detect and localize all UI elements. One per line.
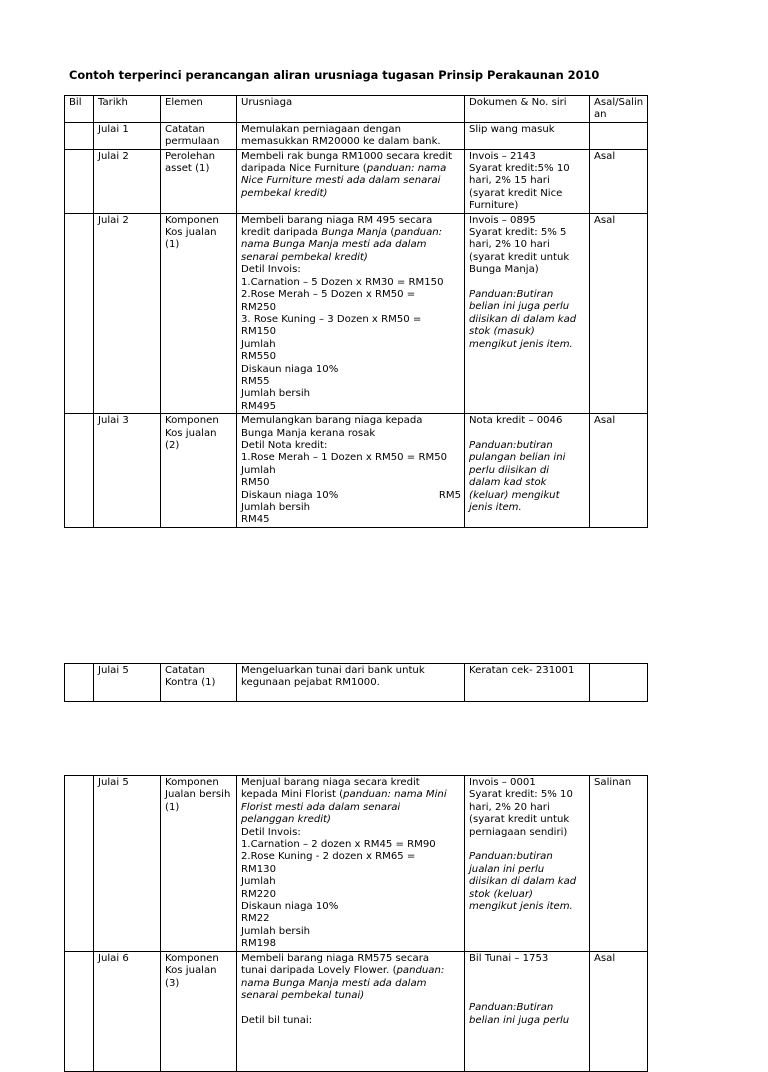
cell-asal: Asal: [590, 951, 648, 1071]
cell-tarikh: Julai 5: [94, 776, 161, 952]
header-urusniaga: Urusniaga: [237, 96, 465, 123]
cell-elemen: Catatan Kontra (1): [161, 664, 237, 702]
cell-dokumen: Invois – 0895 Syarat kredit: 5% 5 hari, 2% 10 hari (syarat kredit untuk Bunga Manja) Panduan:Butiran belian ini juga perlu diisikan di dalam kad stok (masuk) mengikut jenis item.: [465, 213, 590, 414]
cell-tarikh: Julai 5: [94, 664, 161, 702]
cell-bil: [65, 414, 94, 528]
cell-tarikh: Julai 6: [94, 951, 161, 1071]
header-asal: Asal/Salinan: [590, 96, 648, 123]
transaction-table-1: [64, 95, 648, 528]
cell-dokumen: Slip wang masuk: [465, 122, 590, 149]
cell-asal: [590, 664, 648, 702]
cell-bil: [65, 664, 94, 702]
table-row: [65, 776, 648, 952]
cell-elemen: Komponen Kos jualan (3): [161, 951, 237, 1071]
table-row: [65, 664, 648, 702]
cell-asal: Asal: [590, 149, 648, 213]
cell-asal: [590, 122, 648, 149]
cell-asal: Salinan: [590, 776, 648, 952]
cell-elemen: Komponen Kos jualan (2): [161, 414, 237, 528]
table-row: [65, 149, 648, 213]
cell-dokumen: Keratan cek- 231001: [465, 664, 590, 702]
header-dokumen: Dokumen & No. siri: [465, 96, 590, 123]
cell-urusniaga: Membeli rak bunga RM1000 secara kredit daripada Nice Furniture (panduan: nama Nice Furniture mesti ada dalam senarai pembekal kredit): [237, 149, 465, 213]
header-tarikh: Tarikh: [94, 96, 161, 123]
cell-elemen: Komponen Kos jualan (1): [161, 213, 237, 414]
table-header-row: [65, 96, 648, 123]
cell-asal: Asal: [590, 213, 648, 414]
cell-bil: [65, 122, 94, 149]
cell-elemen: Catatan permulaan: [161, 122, 237, 149]
transaction-table-3: [64, 775, 648, 1072]
table-row: [65, 414, 648, 528]
cell-elemen: Komponen Jualan bersih (1): [161, 776, 237, 952]
table-row: [65, 122, 648, 149]
cell-tarikh: Julai 3: [94, 414, 161, 528]
table-row: [65, 951, 648, 1071]
cell-dokumen: Invois – 0001 Syarat kredit: 5% 10 hari, 2% 20 hari (syarat kredit untuk perniagaan sendiri) Panduan:butiran jualan ini perlu diisikan di dalam kad stok (keluar) mengikut jenis item.: [465, 776, 590, 952]
cell-tarikh: Julai 2: [94, 213, 161, 414]
cell-urusniaga: Memulakan perniagaan dengan memasukkan RM20000 ke dalam bank.: [237, 122, 465, 149]
cell-dokumen: Nota kredit – 0046 Panduan:butiran pulangan belian ini perlu diisikan di dalam kad stok (keluar) mengikut jenis item.: [465, 414, 590, 528]
cell-elemen: Perolehan asset (1): [161, 149, 237, 213]
cell-bil: [65, 213, 94, 414]
cell-bil: [65, 776, 94, 952]
cell-urusniaga: Mengeluarkan tunai dari bank untuk kegunaan pejabat RM1000.: [237, 664, 465, 702]
cell-urusniaga: Membeli barang niaga RM 495 secara kredit daripada Bunga Manja (panduan: nama Bunga Manja mesti ada dalam senarai pembekal kredit) Detil Invois: 1.Carnation – 5 Dozen x RM30 = RM150 2.Rose Merah – 5 Dozen x RM50 = RM250 3. Rose Kuning – 3 Dozen x RM50 = RM150 Jumlah RM550 Diskaun niaga 10% RM55 Jumlah bersih RM495: [237, 213, 465, 414]
cell-bil: [65, 149, 94, 213]
header-bil: Bil: [65, 96, 94, 123]
document-title: Contoh terperinci perancangan aliran urusniaga tugasan Prinsip Perakaunan 2010: [69, 68, 600, 82]
transaction-table-2: [64, 663, 648, 702]
cell-asal: Asal: [590, 414, 648, 528]
cell-tarikh: Julai 1: [94, 122, 161, 149]
table-row: [65, 213, 648, 414]
cell-dokumen: Invois – 2143 Syarat kredit:5% 10 hari, 2% 15 hari (syarat kredit Nice Furniture): [465, 149, 590, 213]
cell-urusniaga: Menjual barang niaga secara kredit kepada Mini Florist (panduan: nama Mini Florist mesti ada dalam senarai pelanggan kredit) Detil Invois: 1.Carnation – 2 dozen x RM45 = RM90 2.Rose Kuning - 2 dozen x RM65 = RM130 Jumlah RM220 Diskaun niaga 10% RM22 Jumlah bersih RM198: [237, 776, 465, 952]
cell-urusniaga: Membeli barang niaga RM575 secara tunai daripada Lovely Flower. (panduan: nama Bunga Manja mesti ada dalam senarai pembekal tunai) Detil bil tunai:: [237, 951, 465, 1071]
cell-bil: [65, 951, 94, 1071]
cell-dokumen: Bil Tunai – 1753 Panduan:Butiran belian ini juga perlu: [465, 951, 590, 1071]
cell-urusniaga: Memulangkan barang niaga kepada Bunga Manja kerana rosak Detil Nota kredit: 1.Rose Merah – 1 Dozen x RM50 = RM50 Jumlah RM50 Diskaun niaga 10% RM5 Jumlah bersih RM45: [237, 414, 465, 528]
header-elemen: Elemen: [161, 96, 237, 123]
cell-tarikh: Julai 2: [94, 149, 161, 213]
